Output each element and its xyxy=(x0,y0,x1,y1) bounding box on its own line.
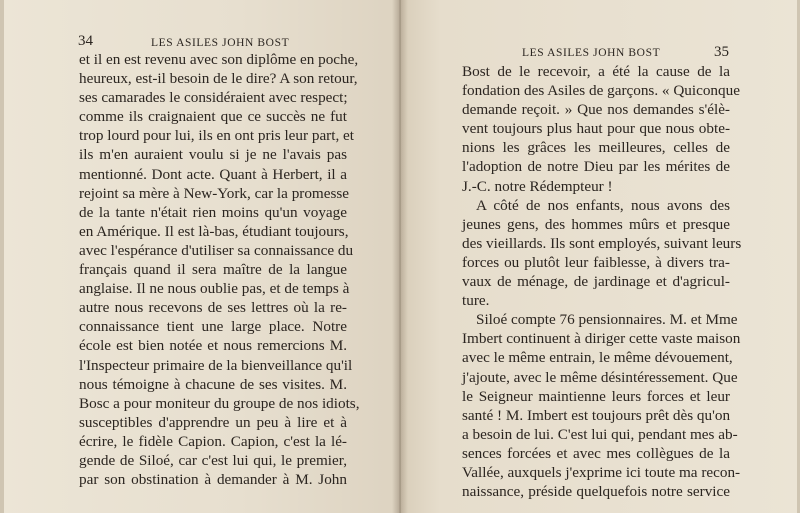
text-line: mentionné. Dont acte. Quant à Herbert, il a xyxy=(79,165,347,183)
text-line: des vieillards. Ils sont employés, suivant leurs xyxy=(462,234,742,252)
page-number: 35 xyxy=(714,44,729,60)
text-line: connaissance tient une large place. Notre xyxy=(79,318,347,336)
text-line: A côté de nos enfants, nous avons des xyxy=(476,196,730,214)
text-line: Bosc a pour moniteur du groupe de nos idiots, xyxy=(79,394,360,412)
text-line: et il en est revenu avec son diplôme en poche, xyxy=(79,51,359,68)
text-block xyxy=(462,62,742,501)
text-line: trop lourd pour lui, ils en ont pris leur part, et xyxy=(79,127,355,145)
text-line: Imbert continuent à diriger cette vaste maison xyxy=(462,330,741,348)
text-line: vent toujours plus haut pour que nous obte- xyxy=(462,120,730,138)
text-line: ils m'en auraient voulu si je ne l'avais pas xyxy=(79,146,347,164)
text-block xyxy=(79,50,360,489)
text-line: français quand il sera maître de la langue xyxy=(79,261,347,279)
text-line: susceptibles d'apprendre un peu à lire et à xyxy=(79,413,347,431)
text-line: l'Inspecteur primaire de la bienveillance qu'il xyxy=(79,356,353,374)
text-line: rejoint sa mère à New-York, car la promesse xyxy=(79,184,350,202)
text-line: forces ou plutôt leur faiblesse, à divers tra- xyxy=(462,253,730,271)
text-line: école est bien notée et nous remercions M. xyxy=(79,337,347,355)
book-gutter xyxy=(392,0,408,513)
text-line: j'ajoute, avec le même désintéressement. Que xyxy=(462,368,738,386)
text-line: heureux, est-il besoin de le dire? A son retour, xyxy=(79,70,358,88)
text-line: naissance, préside quelquefois notre service xyxy=(462,483,730,501)
text-line: par son obstination à demander à M. John xyxy=(79,471,347,489)
text-line: vaux de ménage, de jardinage et d'agricul- xyxy=(462,273,730,291)
text-line: Vallée, auxquels j'exprime ici toute ma recon- xyxy=(462,463,741,481)
text-line: autre nous recevons de ses lettres où la re- xyxy=(79,299,347,317)
text-line: fondation des Asiles de garçons. « Quiconque xyxy=(462,82,740,100)
running-head: LES ASILES JOHN BOST xyxy=(522,47,661,59)
page-number: 34 xyxy=(78,33,93,49)
text-line: a besoin de lui. C'est lui qui, pendant mes ab- xyxy=(462,425,738,443)
text-line: avec l'espérance d'utiliser sa connaissance du xyxy=(79,241,354,259)
text-line: l'adoption de notre Dieu par les mérites de xyxy=(462,158,730,176)
text-line: comme ils craignaient que ce succès ne fut xyxy=(79,108,347,126)
text-line: sences forcées et avec mes collègues de la xyxy=(462,444,730,462)
text-line: santé ! M. Imbert est toujours prêt dès qu'on xyxy=(462,406,731,424)
text-line: anglaise. Il ne nous oublie pas, et de temps à xyxy=(79,280,350,298)
text-line: en Amérique. Il est là-bas, étudiant toujours, xyxy=(79,222,349,240)
page-edge xyxy=(0,0,4,513)
text-line: demande reçoit. » Que nos demandes s'élè- xyxy=(462,101,730,119)
text-line: ses camarades le considéraient avec respect; xyxy=(79,89,348,107)
text-line: J.-C. notre Rédempteur ! xyxy=(462,177,613,195)
text-line: gende de Siloé, car c'est lui qui, le premier, xyxy=(79,451,347,469)
text-line: Siloé compte 76 pensionnaires. M. et Mme xyxy=(476,311,738,329)
text-line: Bost de le recevoir, a été la cause de la xyxy=(462,63,730,80)
text-line: jeunes gens, des hommes mûrs et presque xyxy=(462,215,730,233)
text-line: ture. xyxy=(462,292,490,310)
text-line: nous témoigne à chacune de ses visites. M. xyxy=(79,375,347,393)
text-line: le Seigneur maintienne leurs forces et leur xyxy=(462,387,730,405)
running-head: LES ASILES JOHN BOST xyxy=(151,37,290,49)
text-line: avec le même entrain, le même dévouement, xyxy=(462,349,733,367)
text-line: nions les grâces les meilleures, celles de xyxy=(462,139,730,157)
text-line: de la tante n'était rien moins qu'un voyage xyxy=(79,203,347,221)
text-line: écrire, le fidèle Capion. Capion, c'est la lé- xyxy=(79,432,347,450)
